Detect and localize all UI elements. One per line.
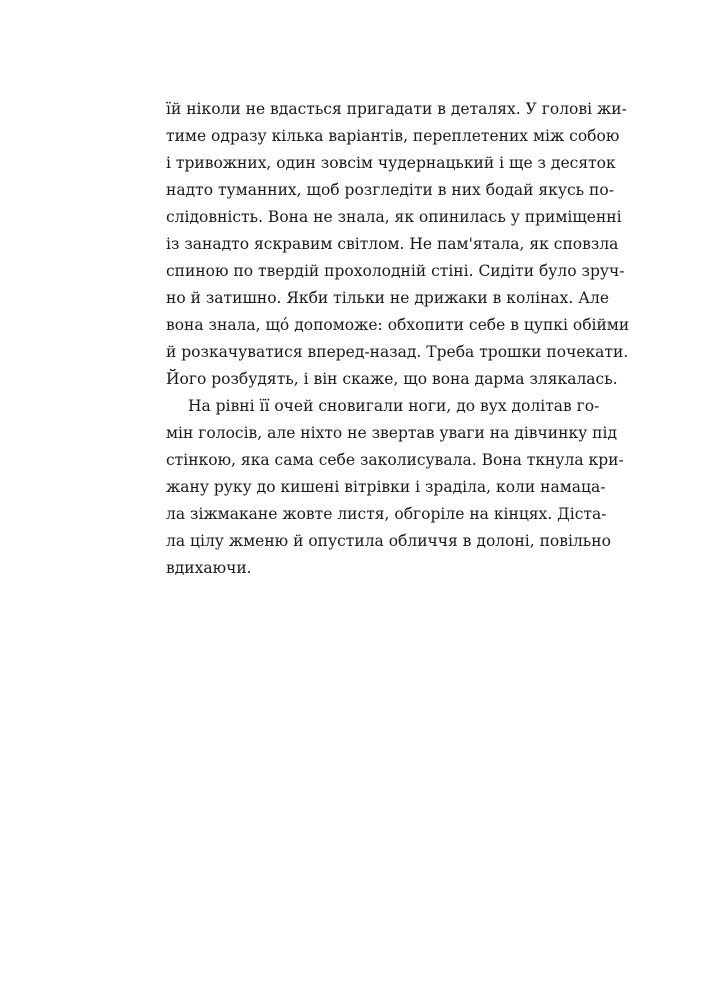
text-line: спиною по твердій прохолодній стіні. Сидіти було зруч- bbox=[166, 262, 625, 280]
text-line: вона знала, щó допоможе: обхопити себе в цупкі обійми bbox=[166, 316, 630, 334]
text-line: ла зіжмакане жовте листя, обгоріле на кінцях. Діста- bbox=[166, 505, 607, 523]
text-line: стінкою, яка сама себе заколисувала. Вона ткнула кри- bbox=[166, 451, 624, 469]
text-line: На рівні її очей сновигали ноги, до вух долітав го- bbox=[188, 397, 600, 415]
text-line: но й затишно. Якби тільки не дрижаки в колінах. Але bbox=[166, 289, 610, 307]
text-line: ла цілу жменю й опустила обличчя в долоні, повільно bbox=[166, 532, 611, 550]
text-line: жану руку до кишені вітрівки і зраділа, коли намаца- bbox=[166, 478, 606, 496]
text-line: і тривожних, один зовсім чудернацький і ще з десяток bbox=[166, 154, 616, 172]
text-line: слідовність. Вона не знала, як опинилась у приміщенні bbox=[166, 208, 622, 226]
text-line: надто туманних, щоб розгледіти в них бодай якусь по- bbox=[166, 181, 614, 199]
text-line: мін голосів, але ніхто не звертав уваги на дівчинку під bbox=[166, 424, 618, 442]
text-line: й розкачуватися вперед-назад. Треба трошки почекати. bbox=[166, 343, 629, 361]
text-line: тиме одразу кілька варіантів, переплетених між собою bbox=[166, 127, 620, 145]
text-line: Його розбудять, і він скаже, що вона дарма злякалась. bbox=[166, 370, 618, 388]
paragraph-2 bbox=[166, 393, 624, 582]
text-line: із занадто яскравим світлом. Не пам'ятала, як сповзла bbox=[166, 235, 619, 253]
paragraph-1 bbox=[166, 96, 630, 393]
body-text bbox=[166, 96, 630, 582]
text-line: їй ніколи не вдасться пригадати в деталях. У голові жи- bbox=[166, 100, 627, 118]
text-line: вдихаючи. bbox=[166, 559, 252, 577]
